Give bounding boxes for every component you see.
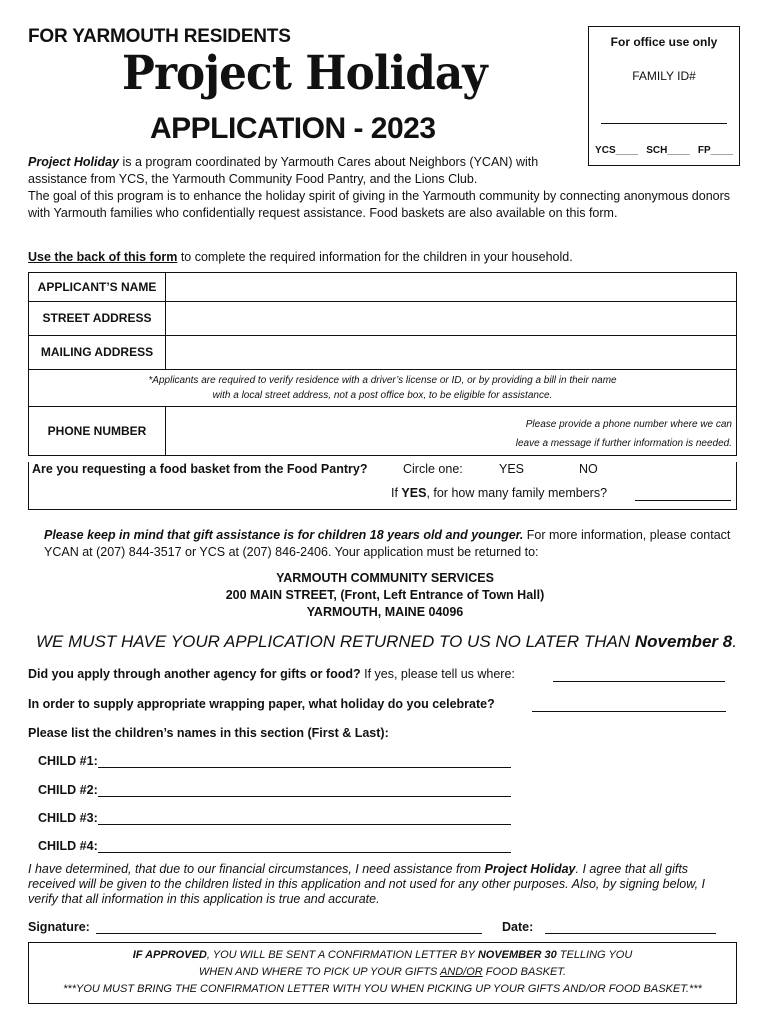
- date-label: Date: [502, 920, 530, 934]
- family-id-field[interactable]: [601, 123, 727, 124]
- child-4-field[interactable]: [98, 852, 511, 853]
- if-prefix: If: [391, 486, 402, 500]
- date-field[interactable]: [545, 933, 716, 934]
- return-address: [0, 570, 770, 621]
- signature-label: Signature: [28, 920, 86, 934]
- phone-note: [516, 415, 732, 453]
- yes-option[interactable]: YES: [499, 462, 525, 476]
- application-year-heading: APPLICATION - 2023: [150, 112, 436, 145]
- family-id-label: FAMILY ID#: [632, 69, 696, 83]
- approval-line-3: ***YOU MUST BRING THE CONFIRMATION LETTER WITH YOU WHEN PICKING UP YOUR GIFTS AND/OR FOOD BASKET.***: [63, 983, 702, 995]
- street-address-field[interactable]: [165, 301, 737, 336]
- if-approved: IF APPROVED: [132, 949, 207, 961]
- child-3-label: CHILD #3:: [38, 811, 98, 825]
- approval-line-1: [29, 947, 736, 964]
- sch-code: SCH____: [646, 145, 690, 156]
- other-agency-tail: If yes, please tell us where:: [360, 667, 515, 681]
- street-address-label: STREET ADDRESS: [28, 301, 166, 336]
- verify-line-2: with a local street address, not a post office box, to be eligible for assistance.: [212, 390, 553, 401]
- deadline-date: November 8: [634, 632, 733, 651]
- food-basket-row: [28, 462, 737, 510]
- food-basket-question: Are you requesting a food basket from the Food Pantry?: [32, 462, 368, 476]
- deadline-notice: [36, 632, 737, 652]
- approval-line-2-pre: WHEN AND WHERE TO PICK UP YOUR GIFTS: [198, 966, 440, 978]
- signature-row: Signature:: [28, 920, 90, 934]
- phone-note-line-1: Please provide a phone number where we can: [525, 419, 732, 430]
- circle-one-label: Circle one:: [403, 462, 463, 476]
- office-use-title: For office use only: [610, 35, 718, 49]
- child-2-label: CHILD #2:: [38, 783, 98, 797]
- family-members-field[interactable]: [635, 500, 731, 501]
- back-of-form-note: [28, 250, 573, 264]
- goal-paragraph: The goal of this program is to enhance the holiday spirit of giving in the Yarmouth community by connecting anonymous donors with Yarmouth families who confidentially request assistance. Food baskets are also available on this form.: [28, 189, 731, 220]
- project-holiday-title: Project Holiday: [122, 46, 487, 101]
- mailing-address-field[interactable]: [165, 335, 737, 370]
- approval-notice-box: [28, 942, 737, 1004]
- child-2-field[interactable]: [98, 796, 511, 797]
- other-agency-field[interactable]: [553, 681, 725, 682]
- office-codes: [589, 145, 739, 156]
- declaration-suffix: . I agree that all gifts received will be given to the children listed in this application and not used for any other purposes. Also, by signing below, I verify that all information in this application is true and accurate.: [28, 862, 706, 906]
- ycs-code: YCS____: [595, 145, 638, 156]
- other-agency-question: Did you apply through another agency for gifts or food?: [28, 667, 361, 681]
- intro-paragraph: [28, 154, 588, 188]
- if-suffix: , for how many family members?: [426, 486, 608, 500]
- family-members-question: [391, 486, 607, 500]
- signature-field[interactable]: [96, 933, 482, 934]
- holiday-question: In order to supply appropriate wrapping paper, what holiday do you celebrate?: [28, 697, 495, 711]
- if-yes: YES: [401, 486, 427, 500]
- children-prompt: Please list the children’s names in this section (First & Last):: [28, 726, 389, 740]
- approval-line-1-mid: , YOU WILL BE SENT A CONFIRMATION LETTER BY: [206, 949, 478, 961]
- residents-heading: FOR YARMOUTH RESIDENTS: [28, 26, 291, 47]
- program-name: Project Holiday: [28, 155, 119, 169]
- approval-line-2-end: FOOD BASKET.: [482, 966, 567, 978]
- declaration-paragraph: [28, 862, 738, 907]
- child-4-label: CHILD #4:: [38, 839, 98, 853]
- approval-line-2: [29, 964, 736, 981]
- declaration-prefix: I have determined, that due to our financial circumstances, I need assistance from: [28, 862, 485, 876]
- return-address-line-3: YARMOUTH, MAINE 04096: [306, 605, 464, 619]
- child-1-field[interactable]: [98, 767, 511, 768]
- other-agency-question-row: [28, 667, 515, 681]
- age-limit-paragraph: [44, 527, 744, 561]
- phone-note-line-2: leave a message if further information is needed.: [515, 438, 732, 449]
- approval-line-1-end: TELLING YOU: [556, 949, 633, 961]
- applicant-name-label: APPLICANT’S NAME: [28, 272, 166, 302]
- residence-verification-note: [28, 370, 737, 406]
- office-use-box: [588, 26, 740, 166]
- contact-info: For more information, please contact YCAN at (207) 844-3517 or YCS at (207) 846-2406. Your application must be returned to:: [44, 528, 731, 559]
- back-of-form-text: to complete the required information for the children in your household.: [177, 250, 573, 264]
- phone-number-label: PHONE NUMBER: [28, 406, 166, 456]
- verify-line-1: *Applicants are required to verify residence with a driver’s license or ID, or by providing a bill in their name: [148, 375, 617, 386]
- approval-date: NOVEMBER 30: [477, 949, 557, 961]
- and-or: AND/OR: [439, 966, 483, 978]
- age-limit-note: Please keep in mind that gift assistance is for children 18 years old and younger.: [44, 528, 524, 542]
- deadline-text: WE MUST HAVE YOUR APPLICATION RETURNED TO US NO LATER THAN: [36, 632, 635, 651]
- return-address-line-1: YARMOUTH COMMUNITY SERVICES: [276, 571, 494, 585]
- back-of-form-link: Use the back of this form: [28, 250, 178, 264]
- date-row: Date:: [502, 920, 534, 934]
- child-3-field[interactable]: [98, 824, 511, 825]
- fp-code: FP____: [697, 145, 733, 156]
- holiday-field[interactable]: [532, 711, 726, 712]
- declaration-program: Project Holiday: [484, 862, 576, 876]
- applicant-name-field[interactable]: [165, 272, 737, 302]
- child-1-label: CHILD #1:: [38, 754, 98, 768]
- return-address-line-2: 200 MAIN STREET, (Front, Left Entrance of Town Hall): [225, 588, 545, 602]
- no-option[interactable]: NO: [579, 462, 598, 476]
- deadline-period: .: [732, 632, 737, 651]
- intro-text: is a program coordinated by Yarmouth Cares about Neighbors (YCAN) with assistance from YCS, the Yarmouth Community Food Pantry, and the Lions Club.: [28, 155, 539, 186]
- mailing-address-label: MAILING ADDRESS: [28, 335, 166, 370]
